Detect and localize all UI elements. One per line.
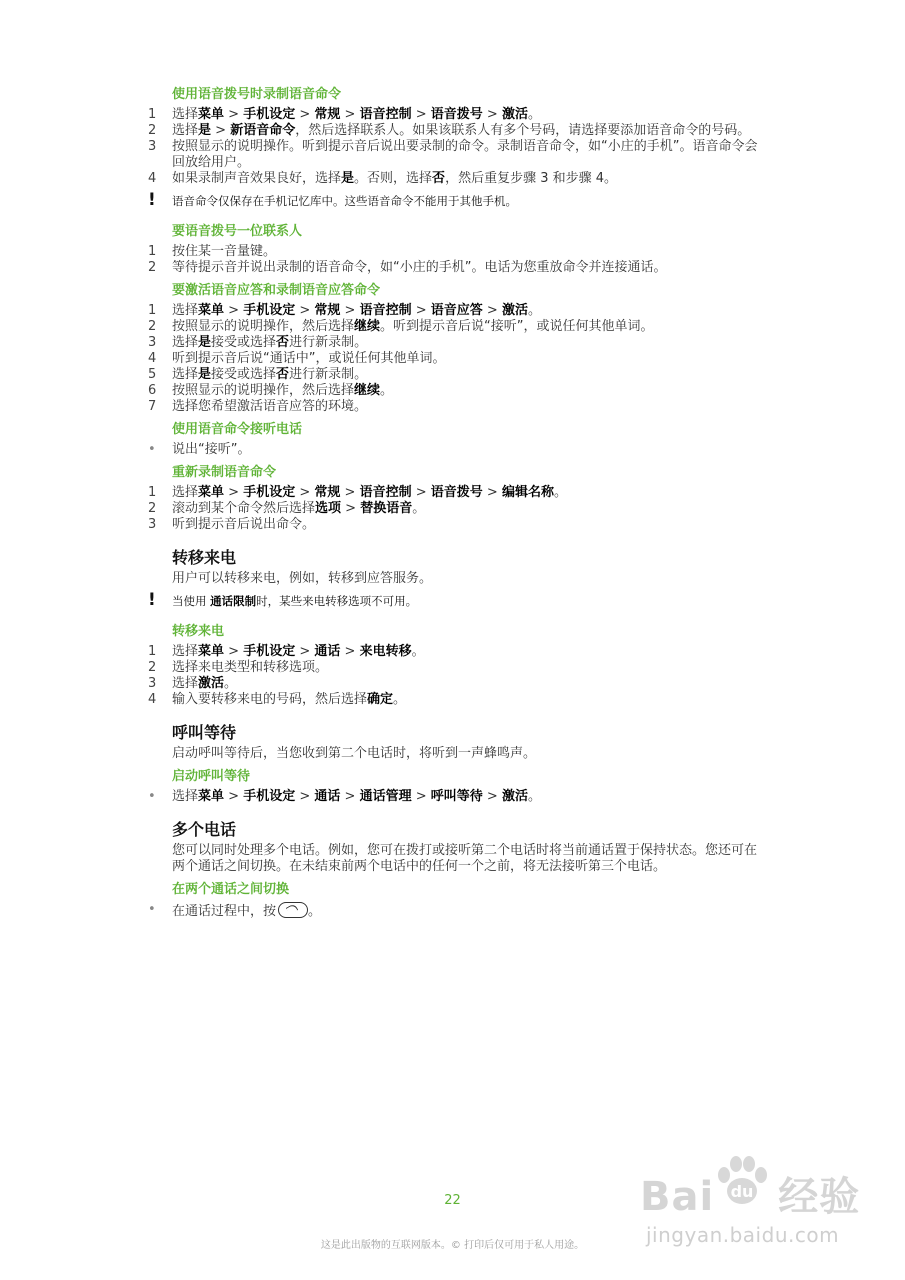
list-item bbox=[148, 692, 768, 708]
step-number: 3 bbox=[148, 517, 157, 532]
subheading-voice-dial-contact: 要语音拨号一位联系人 bbox=[172, 224, 303, 239]
step-number: 1 bbox=[148, 107, 157, 122]
watermark-logo-left: Bai bbox=[640, 1174, 715, 1220]
step-text: 选择菜单 > 手机设定 > 常规 > 语音控制 > 语音应答 > 激活。 bbox=[172, 303, 541, 318]
list-item bbox=[148, 351, 768, 367]
list-item bbox=[148, 319, 768, 335]
step-number: 3 bbox=[148, 335, 157, 350]
step-number: 4 bbox=[148, 171, 157, 186]
list-item bbox=[148, 383, 768, 399]
step-number: 1 bbox=[148, 244, 157, 259]
step-number: 4 bbox=[148, 692, 157, 707]
subheading-call-forward: 转移来电 bbox=[172, 624, 225, 639]
step-text: 选择您希望激活语音应答的环境。 bbox=[172, 399, 368, 414]
bullets-switch-calls bbox=[148, 902, 768, 920]
step-number: 3 bbox=[148, 139, 157, 154]
list-item bbox=[148, 902, 768, 920]
list-item-suffix: 。 bbox=[308, 904, 322, 919]
step-text: 选择菜单 > 手机设定 > 常规 > 语音控制 > 语音拨号 > 激活。 bbox=[172, 107, 541, 122]
step-text: 听到提示音后说“通话中”，或说任何其他单词。 bbox=[172, 351, 446, 366]
list-item bbox=[148, 123, 768, 139]
step-text: 按照显示的说明操作。听到提示音后说出要录制的命令。录制语音命令，如“小庄的手机”。语音命令会回放给用户。 bbox=[172, 139, 758, 170]
list-item bbox=[148, 139, 768, 171]
paragraph-multiple-calls-intro: 您可以同时处理多个电话。例如，您可在拨打或接听第二个电话时将当前通话置于保持状态。您还可在两个通话之间切换。在未结束前两个电话中的任何一个之前，将无法接听第三个电话。 bbox=[172, 843, 758, 874]
paragraph-call-forward-intro: 用户可以转移来电，例如，转移到应答服务。 bbox=[172, 571, 433, 586]
steps-voice-dial-contact bbox=[148, 244, 768, 276]
subheading-enable-call-waiting: 启动呼叫等待 bbox=[172, 769, 251, 784]
list-item bbox=[148, 501, 768, 517]
list-item bbox=[148, 644, 768, 660]
step-number: 7 bbox=[148, 399, 157, 414]
step-number: 1 bbox=[148, 485, 157, 500]
list-item-prefix: 在通话过程中，按 bbox=[172, 904, 277, 919]
step-number: 5 bbox=[148, 367, 157, 382]
step-text: 选择菜单 > 手机设定 > 常规 > 语音控制 > 语音拨号 > 编辑名称。 bbox=[172, 485, 567, 500]
steps-rerecord-voice bbox=[148, 485, 768, 533]
step-text: 如果录制声音效果良好，选择是。否则，选择否，然后重复步骤 3 和步骤 4。 bbox=[172, 171, 618, 186]
step-number: 1 bbox=[148, 303, 157, 318]
footer-copyright: 这是此出版物的互联网版本。© 打印后仅可用于私人用途。 bbox=[320, 1240, 585, 1251]
step-number: 2 bbox=[148, 660, 157, 675]
step-text: 按住某一音量键。 bbox=[172, 244, 277, 259]
step-text: 选择是接受或选择否进行新录制。 bbox=[172, 335, 368, 350]
list-item bbox=[148, 442, 768, 458]
list-item bbox=[148, 244, 768, 260]
exclamation-icon: ! bbox=[148, 590, 156, 610]
paw-icon bbox=[712, 1155, 772, 1207]
list-item-text bbox=[172, 902, 768, 920]
steps-voice-answer bbox=[148, 303, 768, 415]
step-number: 2 bbox=[148, 501, 157, 516]
step-text: 按照显示的说明操作，然后选择继续。 bbox=[172, 383, 394, 398]
list-item bbox=[148, 660, 768, 676]
exclamation-icon: ! bbox=[148, 190, 156, 210]
watermark-url: jingyan.baidu.com bbox=[646, 1223, 840, 1247]
bullet-icon: • bbox=[148, 442, 156, 457]
list-item bbox=[148, 399, 768, 415]
subheading-record-voice-dial: 使用语音拨号时录制语音命令 bbox=[172, 87, 342, 102]
section-title-call-waiting: 呼叫等待 bbox=[172, 723, 237, 742]
step-text: 选择是接受或选择否进行新录制。 bbox=[172, 367, 368, 382]
step-text: 选择菜单 > 手机设定 > 通话 > 来电转移。 bbox=[172, 644, 425, 659]
step-number: 2 bbox=[148, 123, 157, 138]
list-item bbox=[148, 171, 768, 187]
subheading-voice-answer: 要激活语音应答和录制语音应答命令 bbox=[172, 283, 381, 298]
step-text: 等待提示音并说出录制的语音命令，如“小庄的手机”。电话为您重放命令并连接通话。 bbox=[172, 260, 667, 275]
step-text: 按照显示的说明操作，然后选择继续。听到提示音后说“接听”，或说任何其他单词。 bbox=[172, 319, 654, 334]
bullets-answer-with-voice bbox=[148, 442, 768, 458]
page-number: 22 bbox=[444, 1193, 461, 1208]
page-content bbox=[148, 86, 768, 920]
paragraph-call-waiting-intro: 启动呼叫等待后，当您收到第二个电话时，将听到一声蜂鸣声。 bbox=[172, 746, 537, 761]
step-text: 滚动到某个命令然后选择选项 > 替换语音。 bbox=[172, 501, 426, 516]
bullets-enable-call-waiting bbox=[148, 789, 768, 805]
note-voice-commands-memory bbox=[148, 190, 768, 210]
list-item bbox=[148, 303, 768, 319]
step-text: 输入要转移来电的号码，然后选择确定。 bbox=[172, 692, 407, 707]
watermark-logo-right: 经验 bbox=[778, 1174, 861, 1220]
bullet-icon: • bbox=[148, 789, 156, 804]
step-number: 1 bbox=[148, 644, 157, 659]
step-number: 2 bbox=[148, 319, 157, 334]
steps-record-voice-dial bbox=[148, 107, 768, 187]
subheading-rerecord-voice: 重新录制语音命令 bbox=[172, 465, 277, 480]
list-item bbox=[148, 485, 768, 501]
list-item-text: 说出“接听”。 bbox=[172, 442, 251, 457]
list-item bbox=[148, 107, 768, 123]
bullet-icon: • bbox=[148, 902, 156, 917]
step-number: 3 bbox=[148, 676, 157, 691]
note-text: 当使用 通话限制时，某些来电转移选项不可用。 bbox=[172, 594, 418, 608]
baidu-jingyan-watermark bbox=[640, 1155, 870, 1265]
list-item bbox=[148, 335, 768, 351]
section-title-multiple-calls: 多个电话 bbox=[172, 820, 237, 839]
step-number: 4 bbox=[148, 351, 157, 366]
note-call-restrictions bbox=[148, 590, 768, 610]
steps-call-forward bbox=[148, 644, 768, 708]
step-number: 2 bbox=[148, 260, 157, 275]
watermark-paw-text: du bbox=[730, 1182, 754, 1201]
list-item bbox=[148, 260, 768, 276]
list-item bbox=[148, 789, 768, 805]
list-item bbox=[148, 676, 768, 692]
subheading-answer-with-voice: 使用语音命令接听电话 bbox=[172, 422, 303, 437]
step-text: 听到提示音后说出命令。 bbox=[172, 517, 316, 532]
section-title-call-forward: 转移来电 bbox=[172, 548, 237, 567]
list-item bbox=[148, 517, 768, 533]
step-number: 6 bbox=[148, 383, 157, 398]
step-text: 选择激活。 bbox=[172, 676, 238, 691]
call-key-icon bbox=[278, 902, 308, 918]
list-item bbox=[148, 367, 768, 383]
list-item-text: 选择菜单 > 手机设定 > 通话 > 通话管理 > 呼叫等待 > 激活。 bbox=[172, 789, 541, 804]
step-text: 选择是 > 新语音命令，然后选择联系人。如果该联系人有多个号码，请选择要添加语音命令的号码。 bbox=[172, 123, 751, 138]
subheading-switch-calls: 在两个通话之间切换 bbox=[172, 882, 290, 897]
step-text: 选择来电类型和转移选项。 bbox=[172, 660, 329, 675]
note-text: 语音命令仅保存在手机记忆库中。这些语音命令不能用于其他手机。 bbox=[172, 194, 517, 208]
